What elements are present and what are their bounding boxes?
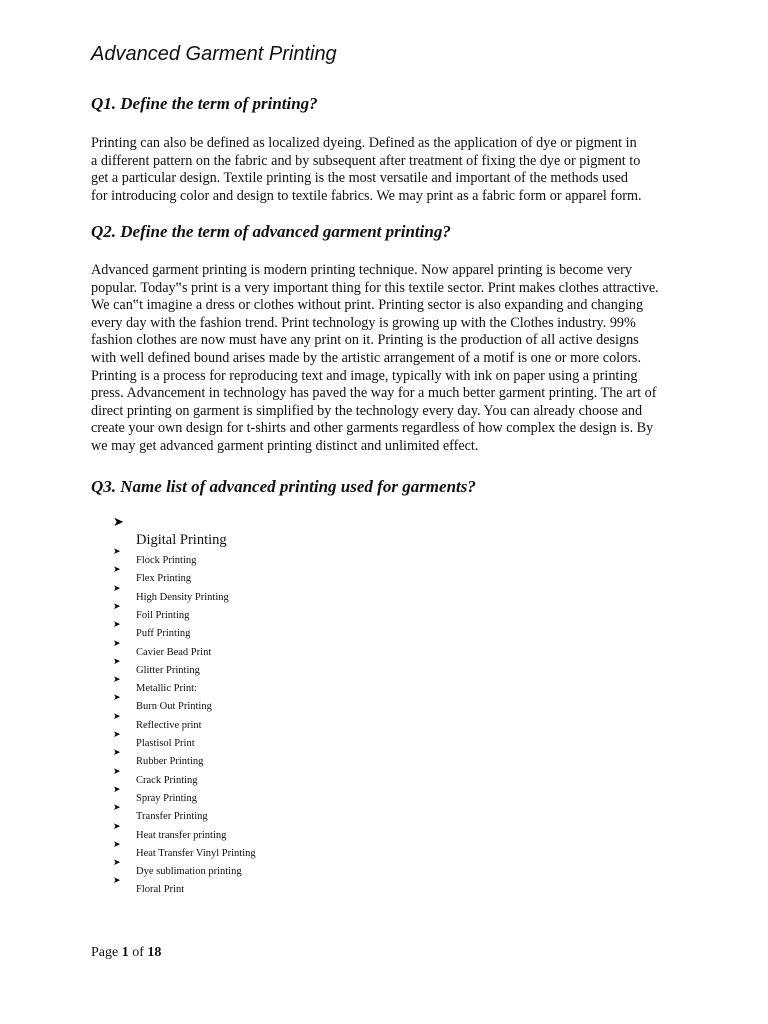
paragraph-line: create your own design for t-shirts and other garments regardless of how complex the design is. By xyxy=(91,420,654,437)
arrow-bullet-icon: ➤ xyxy=(113,583,121,594)
list-item-label: Dye sublimation printing xyxy=(136,866,242,878)
arrow-bullet-icon: ➤ xyxy=(113,766,121,777)
list-item-label: Flex Printing xyxy=(136,573,192,585)
list-item-label: Burn Out Printing xyxy=(136,701,212,713)
list-item-label: Rubber Printing xyxy=(136,756,204,768)
list-item-label: Heat transfer printing xyxy=(136,829,227,841)
list-item-label: Heat Transfer Vinyl Printing xyxy=(136,847,256,859)
document-title: Advanced Garment Printing xyxy=(91,43,337,65)
list-item-label: Floral Print xyxy=(136,884,185,896)
arrow-bullet-icon: ➤ xyxy=(113,821,121,832)
list-item-label: Puff Printing xyxy=(136,628,191,640)
list-item-label: Glitter Printing xyxy=(136,664,200,676)
arrow-bullet-icon: ➤ xyxy=(113,638,121,649)
arrow-bullet-icon: ➤ xyxy=(113,693,121,704)
list-item-label: Spray Printing xyxy=(136,792,197,804)
list-item-label: Reflective print xyxy=(136,719,202,731)
current-page-number: 1 xyxy=(121,945,129,960)
question-2-heading: Q2. Define the term of advanced garment printing? xyxy=(91,222,451,241)
arrow-bullet-icon: ➤ xyxy=(113,730,121,740)
list-item-label: Plastisol Print xyxy=(136,738,195,749)
arrow-bullet-icon: ➤ xyxy=(113,803,121,814)
arrow-bullet-icon: ➤ xyxy=(113,858,121,869)
list-item-label: Cavier Bead Print xyxy=(136,646,212,658)
total-pages-number: 18 xyxy=(147,945,162,960)
arrow-bullet-icon: ➤ xyxy=(113,711,121,722)
paragraph-line: fashion clothes are now must have any print on it. Printing is the production of all active designs xyxy=(91,332,639,349)
paragraph-line: press. Advancement in technology has paved the way for a much better garment printing. The art of xyxy=(91,385,657,402)
paragraph-line: Advanced garment printing is modern printing technique. Now apparel printing is become very xyxy=(91,262,632,278)
of-label: of xyxy=(132,945,144,960)
paragraph-line: Printing can also be defined as localized dyeing. Defined as the application of dye or pigment in xyxy=(91,135,637,151)
paragraph-line: a different pattern on the fabric and by subsequent after treatment of fixing the dye or pigment to xyxy=(91,152,641,169)
list-item-label: Digital Printing xyxy=(136,532,227,548)
arrow-bullet-icon: ➤ xyxy=(113,784,121,795)
arrow-bullet-icon: ➤ xyxy=(113,748,121,759)
paragraph-line: we may get advanced garment printing distinct and unlimited effect. xyxy=(91,437,479,454)
arrow-bullet-icon: ➤ xyxy=(113,601,121,612)
arrow-bullet-icon: ➤ xyxy=(113,515,124,530)
paragraph-line: get a particular design. Textile printing is the most versatile and important of the methods used xyxy=(91,170,628,187)
list-item-label: Metallic Print: xyxy=(136,683,197,695)
question-1-answer xyxy=(91,135,691,205)
arrow-bullet-icon: ➤ xyxy=(113,620,121,631)
question-1-heading: Q1. Define the term of printing? xyxy=(91,94,318,113)
paragraph-line: Printing is a process for reproducing text and image, typically with ink on paper using a printing xyxy=(91,367,638,384)
paragraph-line: popular. Today‟s print is a very important thing for this textile sector. Print makes clothes attractive. xyxy=(91,279,659,296)
page-label: Page xyxy=(91,945,119,960)
list-item-label: Flock Printing xyxy=(136,555,197,566)
arrow-bullet-icon: ➤ xyxy=(113,656,121,667)
list-item-label: Foil Printing xyxy=(136,609,190,621)
arrow-bullet-icon: ➤ xyxy=(113,565,121,576)
paragraph-line: every day with the fashion trend. Print technology is growing up with the Clothes industry. 99% xyxy=(91,314,636,331)
paragraph-line: direct printing on garment is simplified by the technology every day. You can already choose and xyxy=(91,402,643,419)
list-item-label: Crack Printing xyxy=(136,774,198,786)
question-3-heading: Q3. Name list of advanced printing used for garments? xyxy=(91,477,476,496)
question-2-answer xyxy=(91,262,691,456)
list-item-label: High Density Printing xyxy=(136,591,229,603)
paragraph-line: for introducing color and design to textile fabrics. We may print as a fabric form or apparel form. xyxy=(91,187,642,204)
list-item-label: Transfer Printing xyxy=(136,811,208,823)
arrow-bullet-icon: ➤ xyxy=(113,876,121,887)
paragraph-line: We can‟t imagine a dress or clothes without print. Printing sector is also expanding and changing xyxy=(91,297,644,314)
paragraph-line: with well defined bound arises made by the artistic arrangement of a motif is one or more colors. xyxy=(91,349,641,366)
arrow-bullet-icon: ➤ xyxy=(113,675,121,686)
page-number-footer xyxy=(91,945,161,961)
arrow-bullet-icon: ➤ xyxy=(113,839,121,850)
arrow-bullet-icon: ➤ xyxy=(113,547,121,557)
